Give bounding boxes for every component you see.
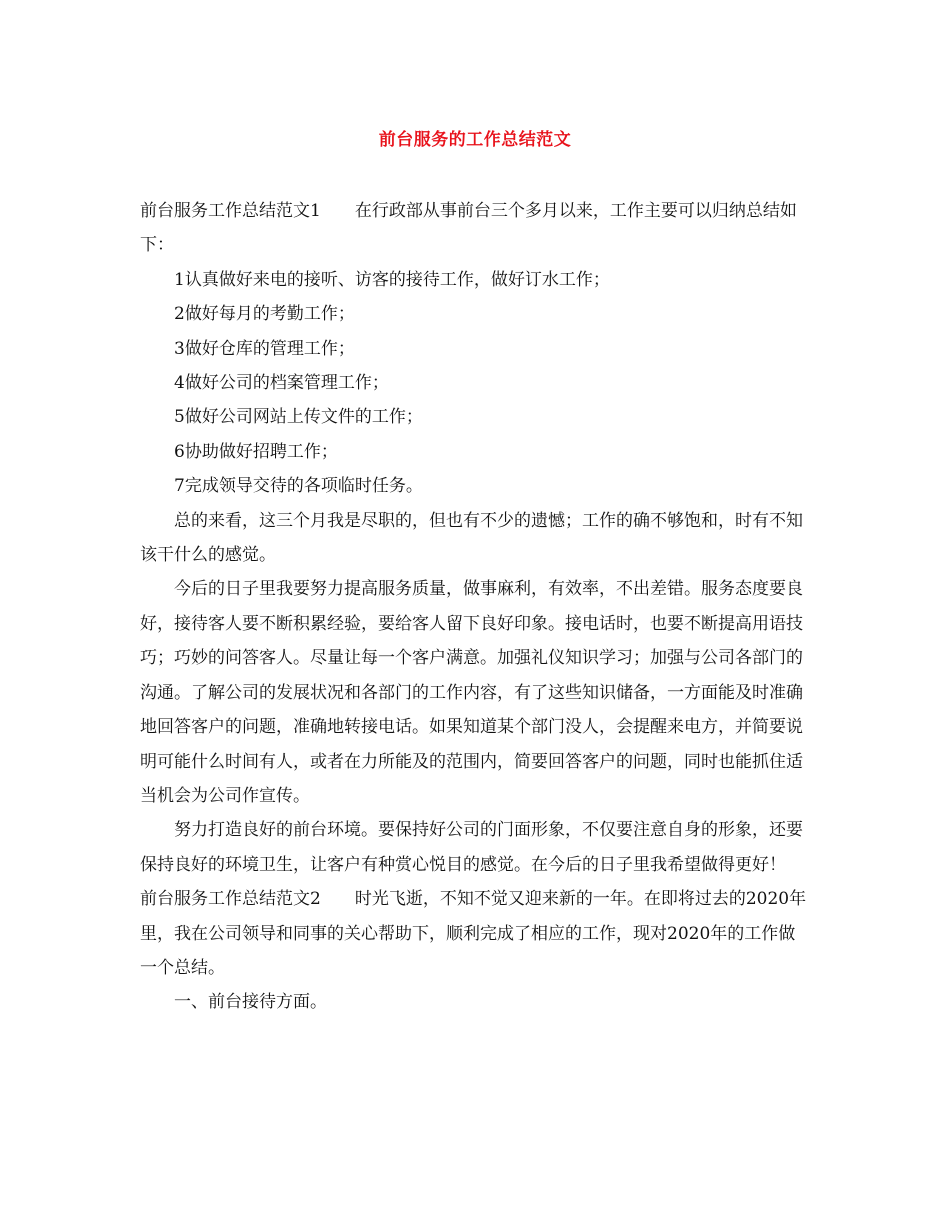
list-item: 2做好每月的考勤工作； <box>174 304 355 325</box>
section2-subheading: 一、前台接待方面。 <box>174 992 327 1013</box>
list-item: 4做好公司的档案管理工作； <box>174 373 389 394</box>
document-body <box>140 194 812 1020</box>
plan-paragraph: 今后的日子里我要努力提高服务质量，做事麻利，有效率，不出差错。服务态度要良好，接待客人要不断积累经验，要给客人留下良好印象。接电话时，也要不断提高用语技巧；巧妙的问答客人。尽量让每一个客户满意。加强礼仪知识学习；加强与公司各部门的沟通。了解公司的发展状况和各部门的工作内容，有了这些知识储备，一方面能及时准确地回答客户的问题，准确地转接电话。如果知道某个部门没人，会提醒来电方，并简要说明可能什么时间有人，或者在力所能及的范围内，简要回答客户的问题，同时也能抓住适当机会为公司作宣传。 <box>140 579 803 806</box>
list-item: 6协助做好招聘工作； <box>174 441 338 462</box>
section2-intro-paragraph <box>140 882 812 985</box>
list-item: 1认真做好来电的接听、访客的接待工作，做好订水工作； <box>174 269 610 290</box>
section2-intro: 时光飞逝，不知不觉又迎来新的一年。在即将过去的2020年里，我在公司领导和同事的关心帮助下，顺利完成了相应的工作，现对2020年的工作做一个总结。 <box>140 889 807 978</box>
section2-heading: 前台服务工作总结范文2 <box>140 889 321 910</box>
environment-paragraph: 努力打造良好的前台环境。要保持好公司的门面形象，不仅要注意自身的形象，还要保持良好的环境卫生，让客户有种赏心悦目的感觉。在今后的日子里我希望做得更好！ <box>140 820 803 875</box>
summary-paragraph: 总的来看，这三个月我是尽职的，但也有不少的遗憾；工作的确不够饱和，时有不知该干什么的感觉。 <box>140 510 803 566</box>
list-item: 3做好仓库的管理工作； <box>174 338 355 359</box>
section1-intro: 在行政部从事前台三个多月以来，工作主要可以归纳总结如下： <box>140 201 797 256</box>
list-item: 7完成领导交待的各项临时任务。 <box>174 476 423 497</box>
document-title: 前台服务的工作总结范文 <box>378 130 572 150</box>
section1-heading: 前台服务工作总结范文1 <box>140 201 321 221</box>
list-item: 5做好公司网站上传文件的工作； <box>174 407 423 428</box>
section1-intro-paragraph <box>140 194 812 263</box>
